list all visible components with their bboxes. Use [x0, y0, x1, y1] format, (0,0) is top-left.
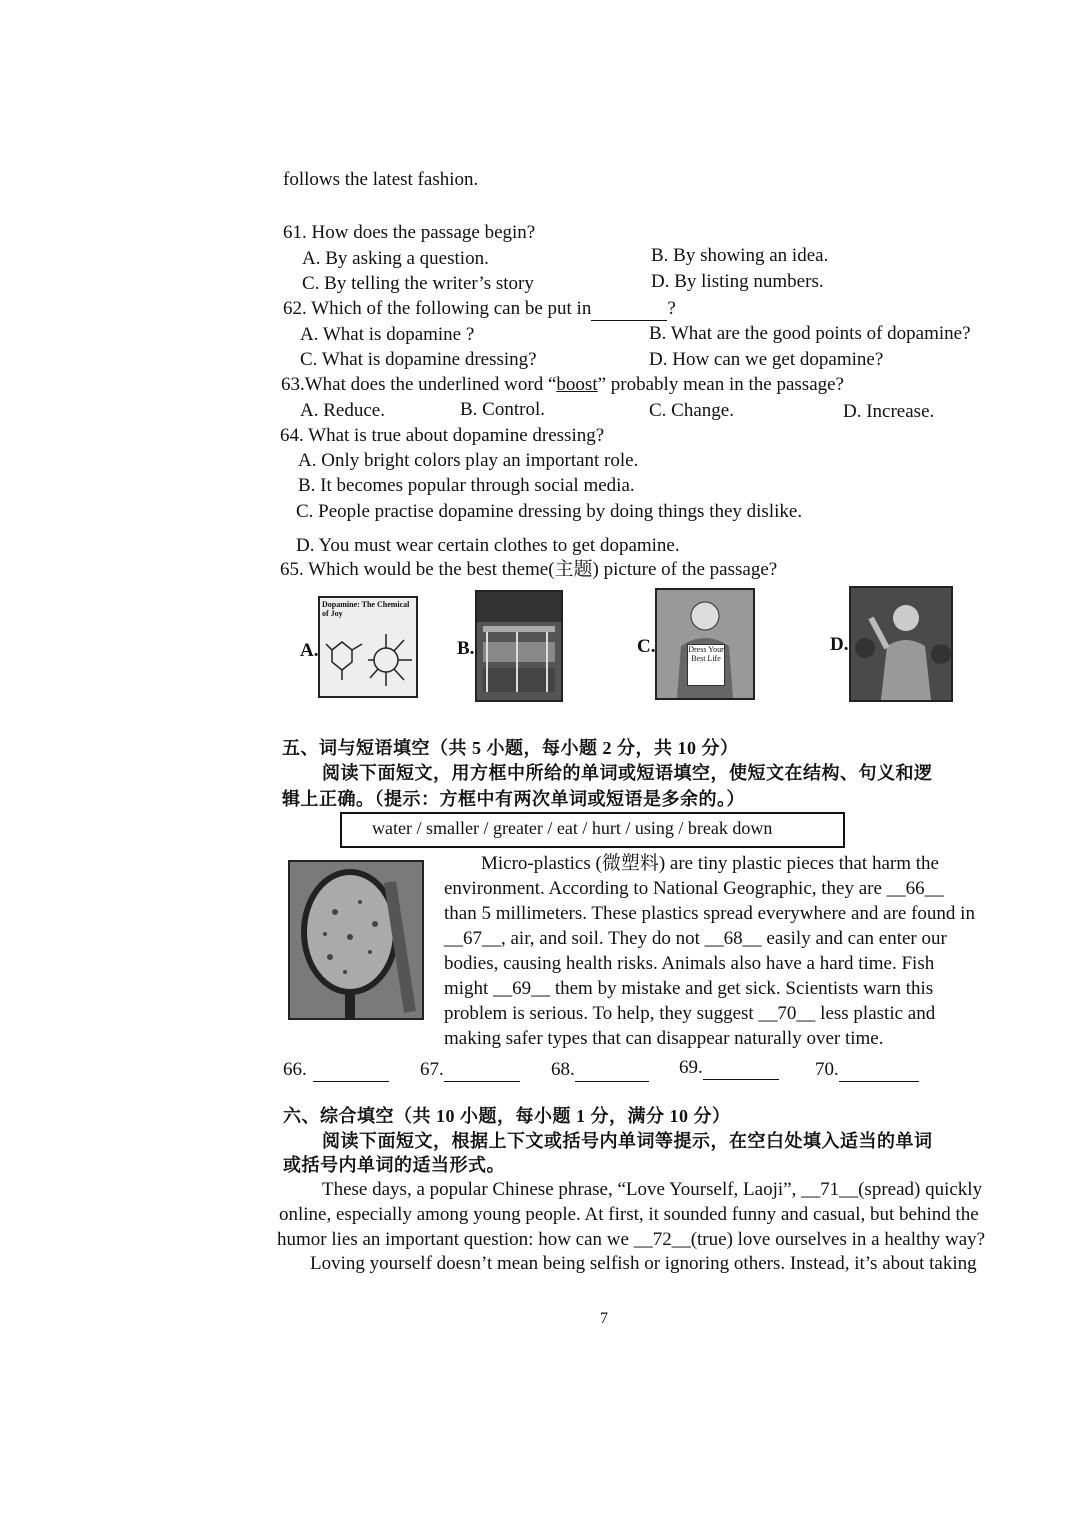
- answer-label-67: 67.: [420, 1059, 444, 1080]
- woman-in-crowd-icon: [851, 588, 951, 700]
- section5-title: 五、词与短语填空（共 5 小题，每小题 2 分，共 10 分）: [282, 738, 739, 758]
- q63-option-c: C. Change.: [649, 400, 734, 421]
- q62-option-b: B. What are the good points of dopamine?: [649, 323, 971, 344]
- section5-instruction-1: 阅读下面短文，用方框中所给的单词或短语填空，使短文在结构、句义和逻: [322, 763, 933, 783]
- q61-option-a: A. By asking a question.: [302, 248, 489, 269]
- section5-passage-line-1: Micro-plastics (微塑料) are tiny plastic pieces that harm the: [481, 853, 939, 874]
- picture-c: [655, 588, 755, 700]
- molecule-diagram-icon: [320, 620, 416, 698]
- section6-passage-line-2: online, especially among young people. At first, it sounded funny and casual, but behind the: [279, 1204, 979, 1225]
- magnifier-icon: [290, 862, 422, 1018]
- q63-option-a: A. Reduce.: [300, 400, 385, 421]
- word-box: [340, 812, 845, 848]
- intro-line: follows the latest fashion.: [283, 169, 479, 190]
- picture-label-b: B.: [457, 638, 475, 659]
- word-box-text: water / smaller / greater / eat / hurt / using / break down: [372, 818, 773, 838]
- q61-option-d: D. By listing numbers.: [651, 271, 824, 292]
- question-62-stem: [283, 297, 676, 321]
- section6-passage-line-1: These days, a popular Chinese phrase, “Love Yourself, Laoji”, __71__(spread) quickly: [322, 1179, 983, 1200]
- q62-stem-before: 62. Which of the following can be put in: [283, 298, 592, 319]
- answer-label-70: 70.: [815, 1059, 839, 1080]
- section5-passage-line-3: than 5 millimeters. These plastics spread everywhere and are found in: [444, 903, 975, 924]
- picture-a-title: Dopamine: The Chemical of Joy: [322, 600, 410, 618]
- section5-passage-line-5: bodies, causing health risks. Animals also have a hard time. Fish: [444, 953, 935, 974]
- q61-option-c: C. By telling the writer’s story: [302, 273, 534, 294]
- store-racks-icon: [477, 592, 561, 700]
- q63-underlined-word: boost: [556, 374, 598, 395]
- section6-instruction-1: 阅读下面短文，根据上下文或括号内单词等提示，在空白处填入适当的单词: [322, 1131, 933, 1151]
- answer-blank-70[interactable]: [815, 1058, 919, 1082]
- q62-option-a: A. What is dopamine ?: [300, 324, 475, 345]
- picture-d: [849, 586, 953, 702]
- section5-passage-line-8: making safer types that can disappear naturally over time.: [444, 1028, 884, 1049]
- q63-option-d: D. Increase.: [843, 401, 935, 422]
- q63-stem-before: 63.What does the underlined word “: [281, 374, 557, 395]
- q61-option-b: B. By showing an idea.: [651, 245, 829, 266]
- q62-blank: [591, 302, 667, 321]
- section6-title: 六、综合填空（共 10 小题，每小题 1 分，满分 10 分）: [283, 1106, 731, 1126]
- section6-instruction-2: 或括号内单词的适当形式。: [283, 1155, 505, 1175]
- picture-label-a: A.: [300, 640, 319, 661]
- answer-label-66: 66.: [283, 1059, 307, 1080]
- picture-a: [318, 596, 418, 698]
- q62-stem-after: ?: [667, 298, 676, 319]
- q63-stem-after: ” probably mean in the passage?: [597, 374, 844, 395]
- q64-option-b: B. It becomes popular through social media.: [298, 475, 635, 496]
- picture-c-sign: Dress Your Best Life: [687, 644, 725, 686]
- section5-passage-line-4: __67__, air, and soil. They do not __68__ easily and can enter our: [444, 928, 947, 949]
- question-63-stem: [281, 373, 844, 397]
- answer-blank-68[interactable]: [551, 1058, 649, 1082]
- answer-blank-67[interactable]: [420, 1058, 520, 1082]
- question-61-stem: 61. How does the passage begin?: [283, 222, 536, 243]
- q62-option-c: C. What is dopamine dressing?: [300, 349, 537, 370]
- q64-option-c: C. People practise dopamine dressing by doing things they dislike.: [296, 501, 803, 522]
- q63-option-b: B. Control.: [460, 399, 545, 420]
- section6-passage-line-3: humor lies an important question: how can we __72__(true) love ourselves in a healthy way?: [277, 1229, 986, 1250]
- microplastics-picture: [288, 860, 424, 1020]
- answer-blank-66[interactable]: [283, 1058, 389, 1082]
- question-64-stem: 64. What is true about dopamine dressing?: [280, 425, 605, 446]
- picture-label-d: D.: [830, 634, 849, 655]
- section5-passage-line-2: environment. According to National Geographic, they are __66__: [444, 878, 944, 899]
- answer-blank-69[interactable]: [679, 1056, 779, 1080]
- answer-label-69: 69.: [679, 1057, 703, 1078]
- picture-label-c: C.: [637, 636, 656, 657]
- answer-label-68: 68.: [551, 1059, 575, 1080]
- section5-instruction-2: 辑上正确。（提示：方框中有两次单词或短语是多余的。）: [282, 789, 745, 809]
- section5-passage-line-7: problem is serious. To help, they suggest __70__ less plastic and: [444, 1003, 936, 1024]
- section5-passage-line-6: might __69__ them by mistake and get sick. Scientists warn this: [444, 978, 934, 999]
- q64-option-a: A. Only bright colors play an important role.: [298, 450, 639, 471]
- section6-passage-line-4: Loving yourself doesn’t mean being selfish or ignoring others. Instead, it’s about taking: [310, 1253, 977, 1274]
- page-number: 7: [600, 1310, 608, 1327]
- q62-option-d: D. How can we get dopamine?: [649, 349, 884, 370]
- picture-b: [475, 590, 563, 702]
- q64-option-d: D. You must wear certain clothes to get dopamine.: [296, 535, 680, 556]
- question-65-stem: 65. Which would be the best theme(主题) picture of the passage?: [280, 559, 778, 580]
